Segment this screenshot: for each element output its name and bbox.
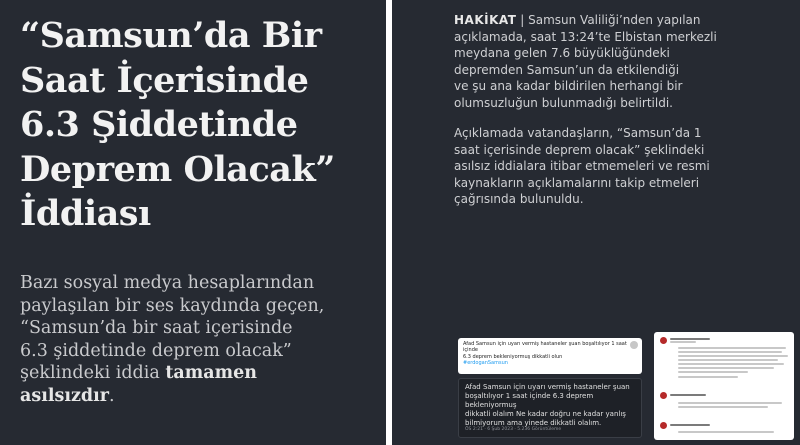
text-line (678, 359, 778, 361)
claim-summary (20, 272, 382, 407)
tweet-text: Afad Samsun için uyarı vermiş hastaneler şuan (465, 383, 630, 391)
verdict-emphasis: tamamen (165, 363, 257, 383)
summary-end: . (109, 385, 115, 406)
fact-article (454, 12, 794, 222)
tweet-screenshot-dark (458, 378, 642, 438)
article-line: asılsız iddialara itibar etmemeleri ve resmi (454, 159, 710, 173)
tweet-hashtag: #erdoganSamsun (463, 360, 508, 367)
text-line (678, 431, 774, 433)
text-line (670, 338, 710, 340)
tweet-text: bilmiyorum ama yinede dikkatli olalım. (465, 419, 602, 427)
tag-separator: | (516, 13, 529, 27)
claim-panel (0, 0, 386, 445)
article-line: Açıklamada vatandaşların, “Samsun’da 1 (454, 126, 702, 140)
article-line: açıklamada, saat 13:24’te Elbistan merkezli (454, 29, 717, 44)
article-line: saat içerisinde deprem olacak” şeklindeki (454, 142, 705, 157)
text-line (670, 394, 706, 396)
verdict-emphasis: asılsızdır (20, 385, 110, 406)
verdict-tag: HAKİKAT (454, 13, 517, 27)
text-line (678, 363, 784, 365)
avatar (630, 341, 638, 349)
text-line (678, 402, 782, 404)
tweet-text: boşaltılıyor 1 saat içinde 6.3 deprem bekleniyormuş (465, 392, 594, 409)
tweet-meta: ÖS 2:21 · 6 Şub 2023 · 5.236 Görüntüleme (465, 427, 562, 432)
text-line (678, 371, 748, 373)
governorship-logo-icon (660, 337, 667, 344)
summary-line: şeklindeki iddia (20, 363, 160, 383)
article-paragraph (454, 125, 794, 208)
headline-line: Deprem Olacak” (20, 148, 335, 190)
headline-line: İddiası (20, 193, 151, 234)
summary-line: Bazı sosyal medya hesaplarından (20, 273, 315, 293)
text-line (678, 367, 774, 369)
article-line: çağrısında bulunuldu. (454, 192, 584, 206)
text-line (678, 347, 786, 349)
tweet-text: dikkatli olalım Ne kadar doğru ne kadar yanlış (465, 410, 626, 418)
article-line: meydana gelen 7.6 büyüklüğündeki (454, 46, 670, 60)
claim-headline (20, 14, 380, 237)
official-statement-screenshot (654, 332, 794, 440)
tweet-text: 6.3 deprem bekleniyormuş dikkatli olun (463, 353, 563, 360)
headline-line: Saat İçerisinde (20, 59, 309, 101)
article-line: olumsuzluğun bulunmadığı belirtildi. (454, 95, 673, 110)
summary-line: “Samsun’da bir saat içerisinde (20, 318, 293, 338)
text-line (670, 341, 696, 343)
article-line: depremden Samsun’un da etkilendiği (454, 62, 680, 77)
text-line (678, 355, 788, 357)
headline-line: 6.3 Şiddetinde (20, 104, 298, 145)
article-line: Samsun Valiliği’nden yapılan (528, 13, 701, 27)
headline-line: “Samsun’da Bir (20, 15, 322, 56)
summary-line: paylaşılan bir ses kaydında geçen, (20, 295, 325, 316)
governorship-logo-icon (660, 392, 667, 399)
text-line (678, 376, 738, 378)
governorship-logo-icon (660, 422, 667, 429)
tweet-text: Afad Samsun için uyarı vermiş hastaneler şuan boşaltılıyor 1 saat içinde (463, 341, 627, 354)
tweet-screenshot-light (458, 338, 642, 374)
article-paragraph (454, 12, 794, 111)
text-line (678, 406, 768, 408)
summary-line: 6.3 şiddetinde deprem olacak” (20, 340, 292, 361)
article-line: kaynakların açıklamalarını takip etmeleri (454, 175, 700, 190)
article-line: ve şu ana kadar bildirilen herhangi bir (454, 79, 683, 93)
text-line (670, 424, 710, 426)
text-line (678, 351, 782, 353)
